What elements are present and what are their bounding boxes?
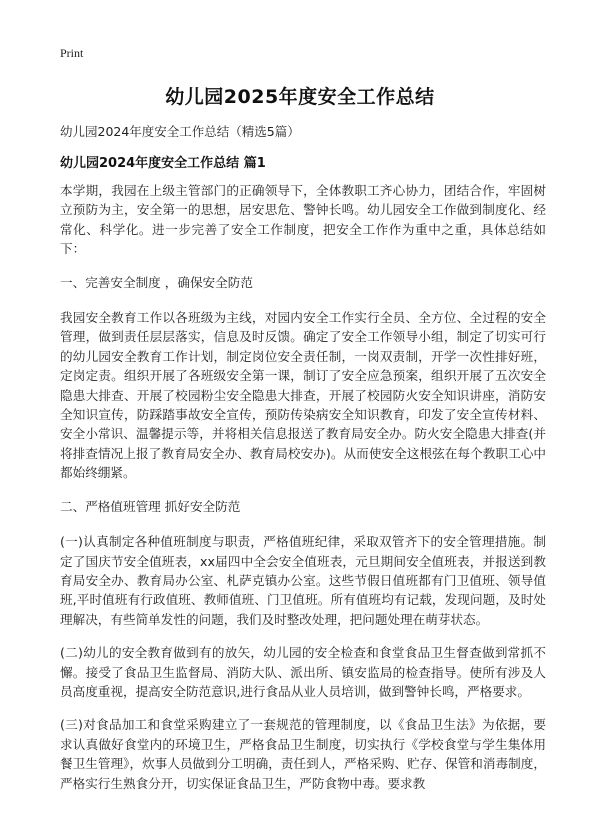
document-body	[60, 181, 546, 807]
document-title: 幼儿园2025年度安全工作总结	[165, 86, 435, 108]
paragraph-heading-2: 二、严格值班管理 抓好安全防范	[60, 498, 241, 514]
paragraph-duty-2: (二)幼儿的安全教育做到有的放矢，幼儿园的安全检查和食堂食品卫生督查做到常抓不懈。接受了食品卫生监督局、消防大队、派出所、镇安监局的检查指导。使所有涉及人员高度重视，提高安全防范意识,进行食品从业人员培训，做到警钟长鸣，严格要求。	[60, 645, 546, 699]
paragraph-intro: 本学期，我园在上级主管部门的正确领导下，全体教职工齐心协力，团结合作，牢固树立预防为主，安全第一的思想，居安思危、警钟长鸣。幼儿园安全工作做到制度化、经常化、科学化。进一步完善了安全工作制度，把安全工作作为重中之重，具体总结如下：	[60, 183, 546, 257]
paragraph-heading-1: 一、完善安全制度 ，确保安全防范	[60, 274, 253, 290]
document-subtitle: 幼儿园2024年度安全工作总结（精选5篇）	[60, 124, 300, 139]
paragraph-duty-3: (三)对食品加工和食堂采购建立了一套规范的管理制度，以《食品卫生法》为依据，要求认真做好食堂内的环境卫生，严格食品卫生制度，切实执行《学校食堂与学生集体用餐卫生管理》，炊事人员做到分工明确，责任到人，严格采购、贮存、保管和消毒制度，严格实行生熟食分开，切实保证食品卫生，严防食物中毒。要求教	[60, 717, 546, 791]
section-heading: 幼儿园2024年度安全工作总结 篇1	[60, 156, 266, 171]
print-link[interactable]: Print	[60, 46, 84, 60]
paragraph-duty-1: (一)认真制定各种值班制度与职责，严格值班纪律，采取双管齐下的安全管理措施。制定了国庆节安全值班表，xx届四中全会安全值班表，元旦期间安全值班表，并报送到教育局安全办、教育局办公室、札萨克镇办公室。这些节假日值班都有门卫值班、领导值班,平时值班有行政值班、教师值班、门卫值班。所有值班均有记载，发现问题，及时处理解决，有些简单发性的问题，我们及时整改处理，把问题处理在萌芽状态。	[60, 534, 546, 627]
paragraph-safety-system: 我园安全教育工作以各班级为主线，对园内安全工作实行全员、全方位、全过程的安全管理，做到责任层层落实，信息及时反馈。确定了安全工作领导小组，制定了切实可行的幼儿园安全教育工作计划，制定岗位安全责任制，一岗双责制，开学一次性排好班，定岗定责。组织开展了各班级安全第一课，制订了安全应急预案，组织开展了五次安全隐患大排查、开展了校园粉尘安全隐患大排查，开展了校园防火安全知识讲座，消防安全知识宣传，防踩踏事故安全宣传，预防传染病安全知识教育，印发了安全宣传材料、安全小常识、温馨提示等，并将相关信息报送了教育局安全办。防火安全隐患大排查(并将排查情况上报了教育局安全办、教育局校安办)。从而使安全这根弦在每个教职工心中都始终绷紧。	[60, 310, 546, 481]
